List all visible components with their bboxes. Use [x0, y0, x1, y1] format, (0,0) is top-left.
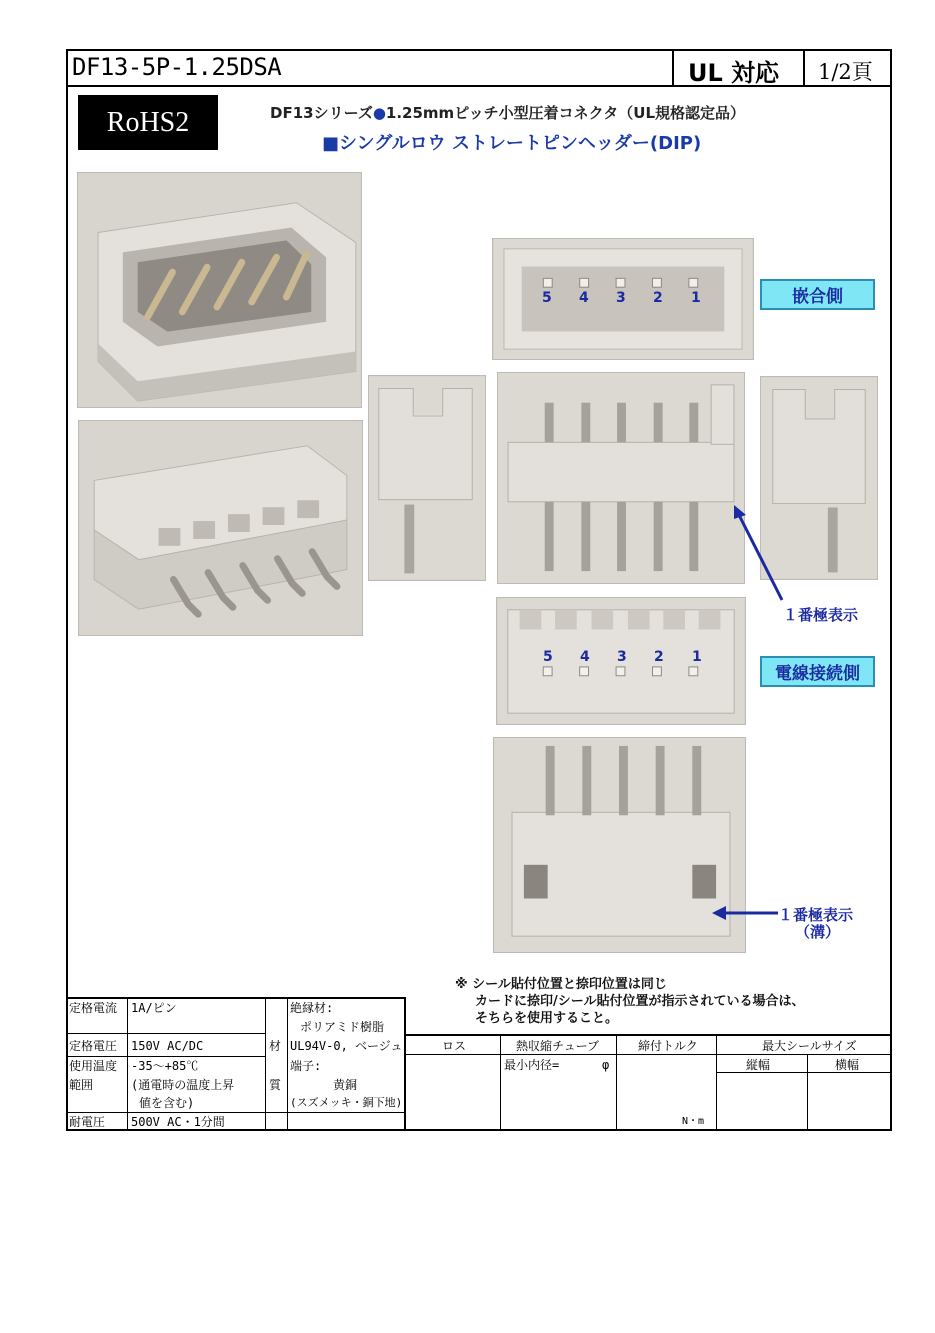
bottom-image	[494, 738, 745, 952]
withstand-label: 耐電圧	[69, 1115, 106, 1129]
terminal-label: 端子:	[290, 1059, 322, 1073]
pin1-groove-label: １番極表示	[778, 906, 854, 924]
note-line-1: ※ シール貼付位置と捺印位置は同じ	[455, 977, 667, 992]
temp-value-2: (通電時の温度上昇	[131, 1078, 235, 1092]
seal-width-header: 横幅	[835, 1058, 860, 1072]
terminal-plating: (スズメッキ・銅下地)	[290, 1096, 403, 1109]
withstand-value: 500V AC・1分間	[131, 1115, 225, 1129]
spec-col-1	[127, 997, 128, 1131]
right-col-1	[500, 1034, 501, 1131]
rated-voltage-label: 定格電圧	[69, 1039, 118, 1053]
series-suffix: 1.25mmピッチ小型圧着コネクタ（UL規格認定品）	[385, 104, 746, 122]
photo-iso-top	[77, 172, 362, 408]
torque-unit: N・m	[682, 1116, 705, 1127]
pin1-mark-label: １番極表示	[783, 606, 859, 624]
right-col-3	[716, 1034, 717, 1131]
title-divider-1	[672, 49, 674, 87]
max-seal-size-header: 最大シールサイズ	[762, 1039, 857, 1053]
mating-side-label: 嵌合側	[760, 279, 875, 310]
spec-row-2	[66, 1056, 266, 1057]
insulator-value: ポリアミド樹脂	[300, 1020, 385, 1034]
pin-number-2-wire: 2	[654, 649, 664, 665]
ul-label: UL 対応	[688, 59, 780, 87]
pin-number-5-wire: 5	[543, 649, 553, 665]
note-line-2: カードに捺印/シール貼付位置が指示されている場合は、	[475, 994, 805, 1009]
right-table-header-line	[404, 1054, 892, 1055]
photo-iso-bottom	[78, 420, 363, 636]
spec-row-1	[66, 1033, 266, 1034]
title-divider-2	[803, 49, 805, 87]
temp-value-1: -35～+85℃	[131, 1059, 199, 1073]
pin1-arrow	[730, 505, 790, 605]
material-label-2: 質	[269, 1078, 282, 1092]
phi-symbol: φ	[602, 1058, 610, 1072]
pin-number-5-top: 5	[542, 290, 552, 306]
pin-number-4-top: 4	[579, 290, 589, 306]
spec-col-3	[287, 997, 288, 1131]
connector-iso-bottom-image	[79, 421, 362, 635]
series-subtitle	[270, 102, 745, 123]
insulator-label: 絶縁材:	[290, 1001, 334, 1015]
temp-label-1: 使用温度	[69, 1059, 118, 1073]
material-label-1: 材	[269, 1039, 282, 1053]
rohs-badge: RoHS2	[78, 95, 218, 150]
left-side-image	[369, 376, 485, 580]
series-prefix: DF13シリーズ	[270, 104, 373, 122]
right-col-4	[807, 1054, 808, 1131]
wire-side-label: 電線接続側	[760, 656, 875, 687]
shrink-tube-header: 熱収縮チューブ	[516, 1039, 600, 1053]
seal-note	[455, 976, 805, 1027]
photo-bottom	[493, 737, 746, 953]
right-table-subheader-line	[716, 1072, 892, 1073]
rated-voltage-value: 150V AC/DC	[131, 1039, 204, 1053]
note-line-3: そちらを使用すること。	[475, 1011, 619, 1026]
pin-number-4-wire: 4	[580, 649, 590, 665]
insulator-grade: UL94V-0, ベージュ	[290, 1039, 403, 1053]
part-number-title: DF13-5P-1.25DSA	[72, 53, 282, 81]
spec-table-right-border	[404, 997, 406, 1131]
temp-label-2: 範囲	[69, 1078, 94, 1092]
front-image	[498, 373, 744, 583]
rated-current-label: 定格電流	[69, 1001, 118, 1015]
photo-front	[497, 372, 745, 584]
pin-number-3-top: 3	[616, 290, 626, 306]
pin-number-3-wire: 3	[617, 649, 627, 665]
pin-number-1-top: 1	[691, 290, 701, 306]
page-number: 1/2頁	[818, 60, 873, 84]
pin-number-1-wire: 1	[692, 649, 702, 665]
terminal-value: 黄銅	[333, 1078, 358, 1092]
torque-header: 締付トルク	[638, 1039, 698, 1053]
right-col-2	[616, 1034, 617, 1131]
bullet-dot: ●	[372, 104, 386, 122]
groove-label: （溝）	[795, 923, 841, 941]
min-inner-diameter: 最小内径=	[504, 1058, 560, 1072]
spec-row-3	[66, 1112, 405, 1113]
photo-left-side	[368, 375, 486, 581]
groove-arrow	[712, 905, 778, 921]
rated-current-value: 1A/ピン	[131, 1001, 177, 1015]
temp-value-3: 値を含む)	[139, 1096, 195, 1110]
connector-iso-top-image	[78, 173, 361, 407]
pin-number-2-top: 2	[653, 290, 663, 306]
product-type-subtitle: ■シングルロウ ストレートピンヘッダー(DIP)	[322, 133, 702, 154]
right-table-top	[404, 1034, 892, 1036]
seal-height-header: 縦幅	[746, 1058, 771, 1072]
lot-header: ロス	[442, 1039, 467, 1053]
spec-col-2	[265, 997, 266, 1131]
